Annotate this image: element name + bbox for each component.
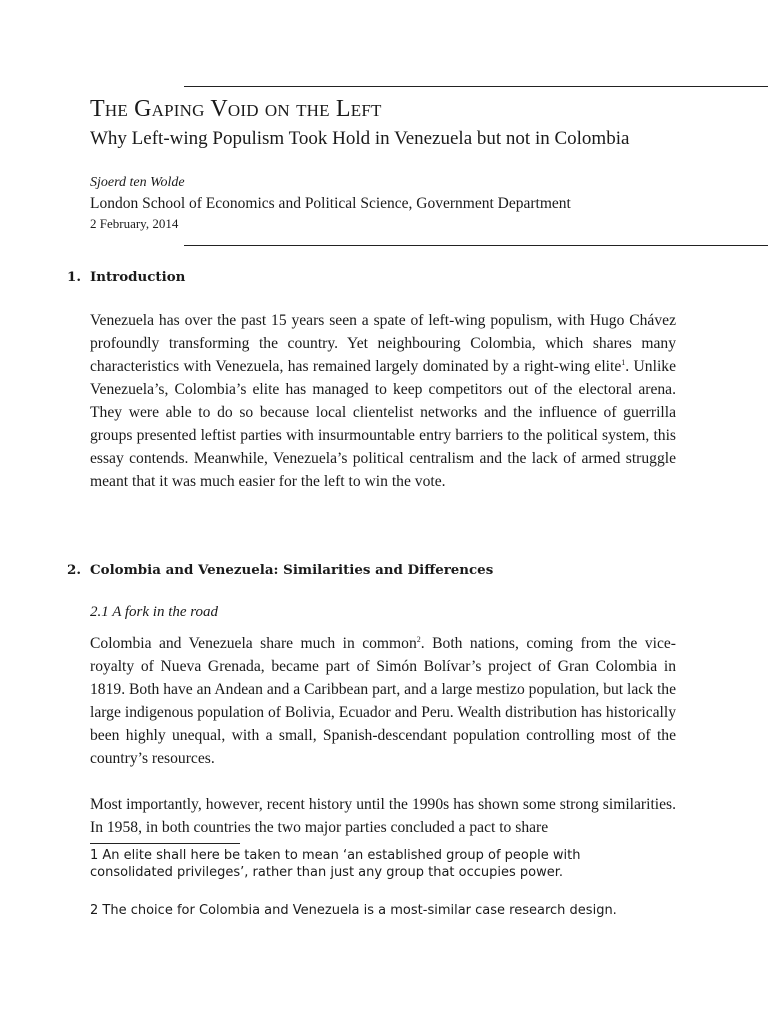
footnote-1: 1 An elite shall here be taken to mean ‘an established group of people with consolidated privileges’, rather than just any group that occupies power. bbox=[90, 848, 581, 880]
section-number: 1. bbox=[67, 269, 81, 285]
header-rule-bottom bbox=[184, 245, 768, 246]
paragraph-text: . Unlike Venezuela’s, Colombia’s elite has managed to keep competitors out of the electoral arena. They were able to do so because local clientelist networks and the influence of guerrilla groups presented leftist parties with insurmountable entry barriers to the political system, this essay contends. Meanwhile, Venezuela’s political centralism and the lack of armed struggle meant that it was much easier for the left to win the vote. bbox=[90, 358, 676, 490]
fork-paragraph bbox=[90, 632, 676, 770]
footnote-2: 2 The choice for Colombia and Venezuela is a most-similar case research design. bbox=[90, 903, 617, 918]
paper-subtitle: Why Left-wing Populism Took Hold in Venezuela but not in Colombia bbox=[90, 128, 630, 149]
author-affiliation: London School of Economics and Political Science, Government Department bbox=[90, 195, 571, 212]
subsection-heading: 2.1 A fork in the road bbox=[90, 604, 219, 620]
section-number: 2. bbox=[67, 562, 81, 578]
footnote-ref-2[interactable]: 2 bbox=[416, 634, 421, 644]
paragraph-text: Colombia and Venezuela share much in common bbox=[90, 635, 417, 652]
header-rule-top bbox=[184, 86, 768, 87]
introduction-paragraph bbox=[90, 309, 676, 493]
paragraph-text: . Both nations, coming from the vice-royalty of Nueva Grenada, became part of Simón Bolívar’s project of Gran Colombia in 1819. Both have an Andean and a Caribbean part, and a large mestizo population, but lack the large indigenous population of Bolivia, Ecuador and Peru. Wealth distribution has historically been highly unequal, with a small, Spanish-descendant population controlling most of the country’s resources. bbox=[90, 635, 676, 767]
section-title: Introduction bbox=[90, 269, 186, 285]
paper-date: 2 February, 2014 bbox=[90, 216, 179, 231]
author-name: Sjoerd ten Wolde bbox=[90, 175, 185, 190]
section-title: Colombia and Venezuela: Similarities and Differences bbox=[90, 562, 494, 578]
paragraph-text: Venezuela has over the past 15 years seen a spate of left-wing populism, with Hugo Chávez profoundly transforming the country. Yet neighbouring Colombia, which shares many characteristics with Venezuela, has remained largely dominated by a right-wing elite bbox=[90, 312, 676, 375]
paper-title: The Gaping Void on the Left bbox=[90, 96, 382, 122]
section-heading-similarities bbox=[67, 562, 493, 578]
footnote-ref-1[interactable]: 1 bbox=[621, 357, 626, 367]
history-paragraph: Most importantly, however, recent history until the 1990s has shown some strong similarities. In 1958, in both countries the two major parties concluded a pact to share bbox=[90, 796, 676, 836]
section-heading-introduction bbox=[67, 269, 185, 285]
footnote-separator bbox=[90, 843, 240, 844]
